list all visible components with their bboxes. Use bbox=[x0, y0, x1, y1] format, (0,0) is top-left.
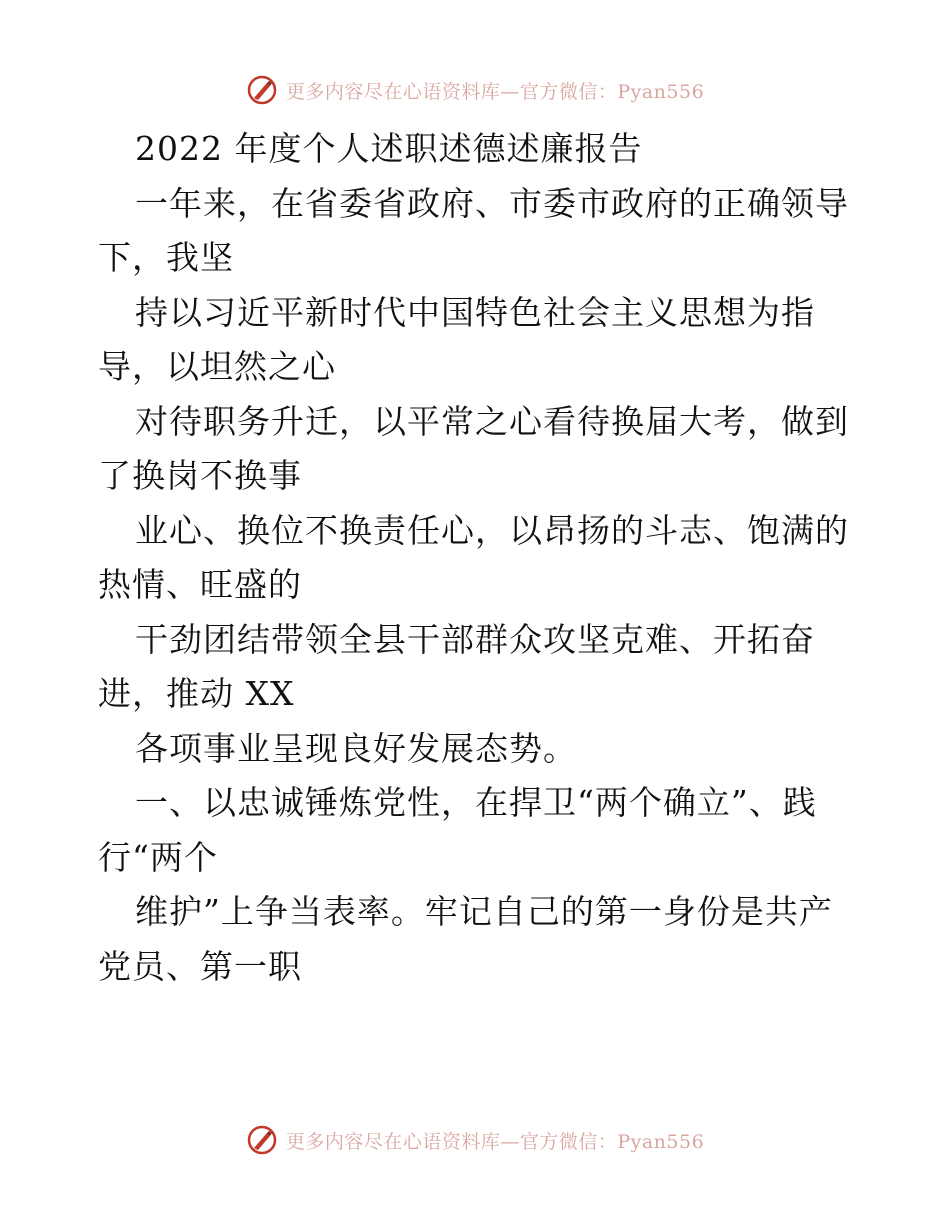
paragraph-line: 各项事业呈现良好发展态势。 bbox=[135, 728, 577, 768]
paragraph-line: 持以习近平新时代中国特色社会主义思想为指 bbox=[135, 292, 815, 332]
paragraph-line: 一年来，在省委省政府、市委市政府的正确领导 bbox=[135, 183, 849, 223]
paragraph-line: 对待职务升迁，以平常之心看待换届大考，做到 bbox=[135, 401, 849, 441]
pen-logo-icon bbox=[246, 74, 278, 106]
paragraph-line: 导，以坦然之心 bbox=[98, 347, 336, 386]
watermark-text: 更多内容尽在心语资料库—官方微信：Pyan556 bbox=[285, 80, 705, 103]
paragraph-line: 维护”上争当表率。牢记自己的第一身份是共产 bbox=[135, 892, 833, 931]
paragraph-line: 党员、第一职 bbox=[98, 946, 302, 986]
paragraph-line: 干劲团结带领全县干部群众攻坚克难、开拓奋 bbox=[135, 619, 815, 659]
paragraph-line: 进，推动 XX bbox=[98, 674, 295, 713]
document-title: 2022 年度个人述职述德述廉报告 bbox=[135, 129, 643, 168]
paragraph-line: 热情、旺盛的 bbox=[98, 565, 302, 604]
paragraph-line: 业心、换位不换责任心，以昂扬的斗志、饱满的 bbox=[135, 510, 849, 550]
watermark-text: 更多内容尽在心语资料库—官方微信：Pyan556 bbox=[285, 1130, 705, 1153]
footer-watermark bbox=[0, 1120, 950, 1160]
paragraph-line: 了换岗不换事 bbox=[98, 456, 302, 495]
section-heading-line: 行“两个 bbox=[98, 837, 218, 877]
header-watermark bbox=[0, 70, 950, 110]
paragraph-line: 下，我坚 bbox=[98, 238, 234, 277]
section-heading-line: 一、以忠诚锤炼党性，在捍卫“两个确立”、践 bbox=[135, 783, 817, 822]
document-body bbox=[98, 122, 858, 994]
pen-logo-icon bbox=[246, 1124, 278, 1156]
